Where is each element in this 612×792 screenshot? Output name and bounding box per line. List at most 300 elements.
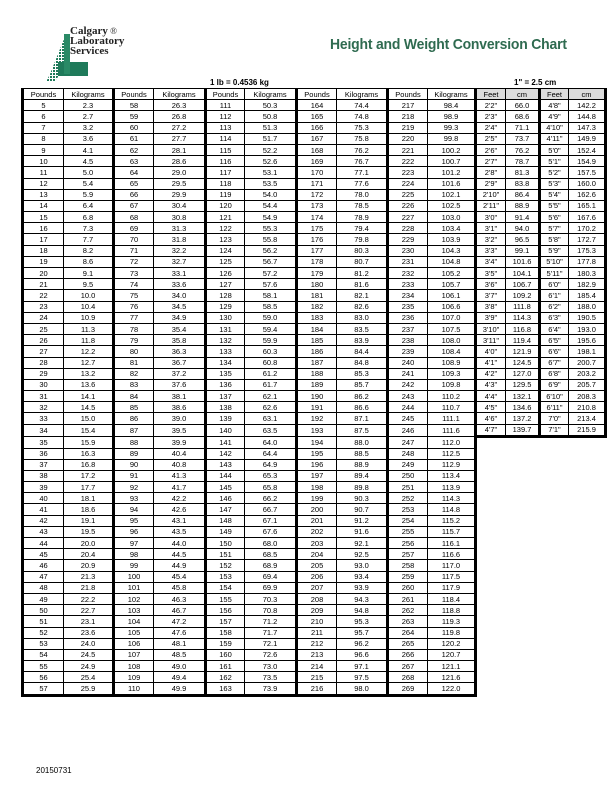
pounds-cell: 70 — [114, 234, 154, 245]
feet-cell: 4'9" — [540, 111, 569, 122]
header-cm: cm — [569, 89, 606, 100]
kilograms-cell: 36.7 — [154, 357, 206, 368]
kilograms-cell: 41.7 — [154, 482, 206, 493]
pounds-cell: 221 — [388, 144, 428, 155]
kilograms-cell: 39.9 — [154, 436, 206, 448]
kilograms-cell: 93.0 — [337, 560, 388, 571]
kilograms-cell: 30.4 — [154, 200, 206, 211]
pounds-cell: 246 — [388, 424, 428, 436]
empty-cell — [506, 493, 540, 504]
pounds-cell: 209 — [297, 605, 337, 616]
kilograms-cell: 111.1 — [428, 413, 476, 424]
feet-cell: 3'8" — [476, 301, 506, 312]
kilograms-cell: 22.7 — [64, 605, 114, 616]
pounds-cell: 190 — [297, 391, 337, 402]
kilograms-cell: 16.8 — [64, 459, 114, 470]
pounds-cell: 9 — [23, 144, 64, 155]
pounds-cell: 163 — [206, 683, 245, 695]
kilograms-cell: 90.7 — [337, 504, 388, 515]
pounds-cell: 33 — [23, 413, 64, 424]
pounds-cell: 43 — [23, 526, 64, 537]
kilograms-cell: 60.3 — [245, 346, 297, 357]
feet-cell: 2'10" — [476, 189, 506, 200]
kilograms-cell: 48.1 — [154, 638, 206, 649]
pounds-cell: 149 — [206, 526, 245, 537]
pounds-cell: 98 — [114, 549, 154, 560]
kilograms-cell: 9.1 — [64, 268, 114, 279]
kilograms-cell: 95.7 — [337, 627, 388, 638]
pounds-cell: 182 — [297, 301, 337, 312]
pounds-cell: 24 — [23, 312, 64, 323]
header-pounds: Pounds — [206, 89, 245, 100]
table-body — [23, 100, 606, 695]
kilograms-cell: 7.3 — [64, 223, 114, 234]
feet-cell: 6'2" — [540, 301, 569, 312]
cm-cell: 188.0 — [569, 301, 606, 312]
kilograms-cell: 67.1 — [245, 515, 297, 526]
kilograms-cell: 53.1 — [245, 167, 297, 178]
kilograms-cell: 96.2 — [337, 638, 388, 649]
empty-cell — [569, 515, 606, 526]
empty-cell — [540, 549, 569, 560]
pounds-cell: 77 — [114, 312, 154, 323]
kilograms-cell: 74.4 — [337, 100, 388, 111]
empty-cell — [476, 605, 506, 616]
empty-cell — [569, 616, 606, 627]
kilograms-cell: 18.1 — [64, 493, 114, 504]
pounds-cell: 87 — [114, 424, 154, 436]
empty-cell — [569, 582, 606, 593]
pounds-cell: 143 — [206, 459, 245, 470]
kilograms-cell: 8.6 — [64, 256, 114, 267]
pounds-cell: 118 — [206, 178, 245, 189]
empty-cell — [540, 526, 569, 537]
pounds-cell: 179 — [297, 268, 337, 279]
pounds-cell: 78 — [114, 323, 154, 334]
empty-cell — [506, 459, 540, 470]
pounds-cell: 52 — [23, 627, 64, 638]
feet-cell: 7'0" — [540, 413, 569, 424]
table-row — [23, 515, 606, 526]
cm-cell: 83.8 — [506, 178, 540, 189]
kilograms-cell: 121.6 — [428, 672, 476, 683]
header-kilograms: Kilograms — [64, 89, 114, 100]
pounds-cell: 200 — [297, 504, 337, 515]
kilograms-cell: 26.8 — [154, 111, 206, 122]
pounds-cell: 92 — [114, 482, 154, 493]
feet-cell: 4'5" — [476, 402, 506, 413]
empty-cell — [506, 582, 540, 593]
pounds-cell: 265 — [388, 638, 428, 649]
feet-cell: 4'0" — [476, 346, 506, 357]
kilograms-cell: 88.9 — [337, 459, 388, 470]
pounds-cell: 259 — [388, 571, 428, 582]
pounds-cell: 49 — [23, 593, 64, 604]
kilograms-cell: 46.7 — [154, 605, 206, 616]
table-row — [23, 571, 606, 582]
cm-cell: 81.3 — [506, 167, 540, 178]
kilograms-cell: 14.1 — [64, 391, 114, 402]
cm-cell: 101.6 — [506, 256, 540, 267]
pounds-cell: 119 — [206, 189, 245, 200]
feet-cell: 5'4" — [540, 189, 569, 200]
pounds-cell: 12 — [23, 178, 64, 189]
pounds-cell: 127 — [206, 279, 245, 290]
table-row — [23, 346, 606, 357]
kilograms-cell: 80.7 — [337, 256, 388, 267]
kilograms-cell: 12.2 — [64, 346, 114, 357]
pounds-cell: 117 — [206, 167, 245, 178]
kilograms-cell: 81.6 — [337, 279, 388, 290]
kilograms-cell: 115.7 — [428, 526, 476, 537]
cm-cell: 198.1 — [569, 346, 606, 357]
table-row — [23, 268, 606, 279]
cm-cell: 124.5 — [506, 357, 540, 368]
pounds-cell: 69 — [114, 223, 154, 234]
feet-cell: 6'11" — [540, 402, 569, 413]
pounds-cell: 197 — [297, 470, 337, 481]
kilograms-cell: 78.5 — [337, 200, 388, 211]
kilograms-cell: 93.4 — [337, 571, 388, 582]
table-row — [23, 649, 606, 660]
kilograms-cell: 78.0 — [337, 189, 388, 200]
cm-cell: 104.1 — [506, 268, 540, 279]
kilograms-cell: 30.8 — [154, 212, 206, 223]
pounds-cell: 158 — [206, 627, 245, 638]
feet-cell: 3'9" — [476, 312, 506, 323]
kilograms-cell: 112.5 — [428, 448, 476, 459]
pounds-cell: 109 — [114, 672, 154, 683]
pounds-cell: 20 — [23, 268, 64, 279]
table-row — [23, 424, 606, 436]
cm-cell: 154.9 — [569, 156, 606, 167]
pounds-cell: 253 — [388, 504, 428, 515]
pounds-cell: 81 — [114, 357, 154, 368]
table-row — [23, 144, 606, 155]
pounds-cell: 167 — [297, 133, 337, 144]
empty-cell — [540, 571, 569, 582]
empty-cell — [569, 571, 606, 582]
pounds-cell: 169 — [297, 156, 337, 167]
kilograms-cell: 23.6 — [64, 627, 114, 638]
kilograms-cell: 62.1 — [245, 391, 297, 402]
empty-cell — [476, 504, 506, 515]
pounds-cell: 15 — [23, 212, 64, 223]
pounds-cell: 148 — [206, 515, 245, 526]
pounds-cell: 223 — [388, 167, 428, 178]
cm-cell: 149.9 — [569, 133, 606, 144]
height-conversion-note: 1" = 2.5 cm — [514, 78, 557, 87]
kilograms-cell: 54.4 — [245, 200, 297, 211]
kilograms-cell: 12.7 — [64, 357, 114, 368]
table-row — [23, 391, 606, 402]
table-row — [23, 627, 606, 638]
pounds-cell: 26 — [23, 335, 64, 346]
empty-cell — [476, 593, 506, 604]
pounds-cell: 207 — [297, 582, 337, 593]
empty-cell — [540, 459, 569, 470]
cm-cell: 121.9 — [506, 346, 540, 357]
empty-cell — [476, 470, 506, 481]
conversion-table — [21, 88, 607, 697]
cm-cell: 76.2 — [506, 144, 540, 155]
pounds-cell: 175 — [297, 223, 337, 234]
pounds-cell: 153 — [206, 571, 245, 582]
feet-cell: 2'8" — [476, 167, 506, 178]
empty-cell — [569, 504, 606, 515]
pounds-cell: 267 — [388, 661, 428, 672]
feet-cell: 3'1" — [476, 223, 506, 234]
pounds-cell: 247 — [388, 436, 428, 448]
kilograms-cell: 117.9 — [428, 582, 476, 593]
kilograms-cell: 102.1 — [428, 189, 476, 200]
table-row — [23, 526, 606, 537]
pounds-cell: 239 — [388, 346, 428, 357]
pounds-cell: 199 — [297, 493, 337, 504]
feet-cell: 4'7" — [476, 424, 506, 436]
feet-cell: 6'4" — [540, 323, 569, 334]
feet-cell: 2'11" — [476, 200, 506, 211]
kilograms-cell: 110.7 — [428, 402, 476, 413]
feet-cell: 4'1" — [476, 357, 506, 368]
kilograms-cell: 27.2 — [154, 122, 206, 133]
pounds-cell: 236 — [388, 312, 428, 323]
pounds-cell: 45 — [23, 549, 64, 560]
header-cm: cm — [506, 89, 540, 100]
pounds-cell: 50 — [23, 605, 64, 616]
pounds-cell: 25 — [23, 323, 64, 334]
pounds-cell: 36 — [23, 448, 64, 459]
empty-cell — [569, 683, 606, 695]
kilograms-cell: 100.2 — [428, 144, 476, 155]
table-row — [23, 323, 606, 334]
cm-cell: 177.8 — [569, 256, 606, 267]
kilograms-cell: 6.4 — [64, 200, 114, 211]
kilograms-cell: 49.0 — [154, 661, 206, 672]
kilograms-cell: 69.4 — [245, 571, 297, 582]
kilograms-cell: 50.3 — [245, 100, 297, 111]
feet-cell: 3'6" — [476, 279, 506, 290]
pounds-cell: 147 — [206, 504, 245, 515]
empty-cell — [569, 661, 606, 672]
empty-cell — [506, 515, 540, 526]
feet-cell: 3'2" — [476, 234, 506, 245]
kilograms-cell: 44.5 — [154, 549, 206, 560]
feet-cell: 4'6" — [476, 413, 506, 424]
table-row — [23, 402, 606, 413]
kilograms-cell: 26.3 — [154, 100, 206, 111]
pounds-cell: 139 — [206, 413, 245, 424]
kilograms-cell: 57.6 — [245, 279, 297, 290]
pounds-cell: 186 — [297, 346, 337, 357]
cm-cell: 88.9 — [506, 200, 540, 211]
kilograms-cell: 21.8 — [64, 582, 114, 593]
pounds-cell: 172 — [297, 189, 337, 200]
pounds-cell: 5 — [23, 100, 64, 111]
kilograms-cell: 33.1 — [154, 268, 206, 279]
feet-cell: 3'4" — [476, 256, 506, 267]
pounds-cell: 115 — [206, 144, 245, 155]
pounds-cell: 133 — [206, 346, 245, 357]
kilograms-cell: 20.9 — [64, 560, 114, 571]
table-row — [23, 616, 606, 627]
kilograms-cell: 32.7 — [154, 256, 206, 267]
pounds-cell: 80 — [114, 346, 154, 357]
kilograms-cell: 71.7 — [245, 627, 297, 638]
kilograms-cell: 63.1 — [245, 413, 297, 424]
pounds-cell: 48 — [23, 582, 64, 593]
pounds-cell: 194 — [297, 436, 337, 448]
kilograms-cell: 75.3 — [337, 122, 388, 133]
pounds-cell: 106 — [114, 638, 154, 649]
logo-line-laboratory: Laboratory — [70, 35, 125, 47]
kilograms-cell: 5.0 — [64, 167, 114, 178]
pounds-cell: 227 — [388, 212, 428, 223]
kilograms-cell: 78.9 — [337, 212, 388, 223]
feet-cell: 6'7" — [540, 357, 569, 368]
kilograms-cell: 8.2 — [64, 245, 114, 256]
pounds-cell: 196 — [297, 459, 337, 470]
pounds-cell: 39 — [23, 482, 64, 493]
cm-cell: 152.4 — [569, 144, 606, 155]
kilograms-cell: 103.0 — [428, 212, 476, 223]
empty-cell — [540, 638, 569, 649]
kilograms-cell: 108.4 — [428, 346, 476, 357]
pounds-cell: 29 — [23, 368, 64, 379]
empty-cell — [476, 638, 506, 649]
pounds-cell: 55 — [23, 661, 64, 672]
kilograms-cell: 122.0 — [428, 683, 476, 695]
empty-cell — [476, 661, 506, 672]
kilograms-cell: 4.1 — [64, 144, 114, 155]
pounds-cell: 6 — [23, 111, 64, 122]
table-row — [23, 223, 606, 234]
kilograms-cell: 59.0 — [245, 312, 297, 323]
pounds-cell: 178 — [297, 256, 337, 267]
empty-cell — [506, 672, 540, 683]
kilograms-cell: 41.3 — [154, 470, 206, 481]
kilograms-cell: 87.5 — [337, 424, 388, 436]
kilograms-cell: 96.6 — [337, 649, 388, 660]
kilograms-cell: 116.1 — [428, 538, 476, 549]
pounds-cell: 192 — [297, 413, 337, 424]
feet-cell: 5'10" — [540, 256, 569, 267]
pounds-cell: 11 — [23, 167, 64, 178]
kilograms-cell: 42.2 — [154, 493, 206, 504]
pounds-cell: 237 — [388, 323, 428, 334]
kilograms-cell: 24.9 — [64, 661, 114, 672]
cm-cell: 213.4 — [569, 413, 606, 424]
pounds-cell: 124 — [206, 245, 245, 256]
pounds-cell: 93 — [114, 493, 154, 504]
cm-cell: 157.5 — [569, 167, 606, 178]
pounds-cell: 145 — [206, 482, 245, 493]
cm-cell: 162.6 — [569, 189, 606, 200]
pounds-cell: 68 — [114, 212, 154, 223]
pounds-cell: 17 — [23, 234, 64, 245]
pounds-cell: 205 — [297, 560, 337, 571]
pounds-cell: 140 — [206, 424, 245, 436]
pounds-cell: 264 — [388, 627, 428, 638]
kilograms-cell: 19.1 — [64, 515, 114, 526]
pounds-cell: 257 — [388, 549, 428, 560]
empty-cell — [540, 627, 569, 638]
kilograms-cell: 28.6 — [154, 156, 206, 167]
kilograms-cell: 104.3 — [428, 245, 476, 256]
cm-cell: 208.3 — [569, 391, 606, 402]
cm-cell: 129.5 — [506, 379, 540, 390]
pounds-cell: 23 — [23, 301, 64, 312]
feet-cell: 6'10" — [540, 391, 569, 402]
pounds-cell: 193 — [297, 424, 337, 436]
kilograms-cell: 112.9 — [428, 459, 476, 470]
pounds-cell: 137 — [206, 391, 245, 402]
cm-cell: 180.3 — [569, 268, 606, 279]
table-row — [23, 661, 606, 672]
kilograms-cell: 99.8 — [428, 133, 476, 144]
pounds-cell: 54 — [23, 649, 64, 660]
kilograms-cell: 91.2 — [337, 515, 388, 526]
kilograms-cell: 43.5 — [154, 526, 206, 537]
kilograms-cell: 107.0 — [428, 312, 476, 323]
table-row — [23, 256, 606, 267]
kilograms-cell: 118.4 — [428, 593, 476, 604]
kilograms-cell: 114.8 — [428, 504, 476, 515]
table-row — [23, 279, 606, 290]
table-row — [23, 234, 606, 245]
empty-cell — [506, 504, 540, 515]
kilograms-cell: 18.6 — [64, 504, 114, 515]
pounds-cell: 46 — [23, 560, 64, 571]
kilograms-cell: 45.4 — [154, 571, 206, 582]
kilograms-cell: 77.1 — [337, 167, 388, 178]
table-row — [23, 312, 606, 323]
kilograms-cell: 64.0 — [245, 436, 297, 448]
kilograms-cell: 49.4 — [154, 672, 206, 683]
empty-cell — [569, 436, 606, 448]
empty-cell — [506, 593, 540, 604]
empty-cell — [569, 459, 606, 470]
empty-cell — [569, 627, 606, 638]
kilograms-cell: 116.6 — [428, 549, 476, 560]
pounds-cell: 61 — [114, 133, 154, 144]
kilograms-cell: 83.9 — [337, 335, 388, 346]
pounds-cell: 88 — [114, 436, 154, 448]
kilograms-cell: 59.9 — [245, 335, 297, 346]
table-row — [23, 357, 606, 368]
kilograms-cell: 84.8 — [337, 357, 388, 368]
pounds-cell: 232 — [388, 268, 428, 279]
feet-cell: 3'10" — [476, 323, 506, 334]
table-row — [23, 605, 606, 616]
pounds-cell: 215 — [297, 672, 337, 683]
kilograms-cell: 72.1 — [245, 638, 297, 649]
kilograms-cell: 61.7 — [245, 379, 297, 390]
feet-cell: 6'5" — [540, 335, 569, 346]
pounds-cell: 44 — [23, 538, 64, 549]
kilograms-cell: 88.5 — [337, 448, 388, 459]
empty-cell — [506, 526, 540, 537]
pounds-cell: 183 — [297, 312, 337, 323]
kilograms-cell: 4.5 — [64, 156, 114, 167]
pounds-cell: 173 — [297, 200, 337, 211]
cm-cell: 172.7 — [569, 234, 606, 245]
kilograms-cell: 16.3 — [64, 448, 114, 459]
kilograms-cell: 93.9 — [337, 582, 388, 593]
pounds-cell: 94 — [114, 504, 154, 515]
feet-cell: 7'1" — [540, 424, 569, 436]
cm-cell: 205.7 — [569, 379, 606, 390]
